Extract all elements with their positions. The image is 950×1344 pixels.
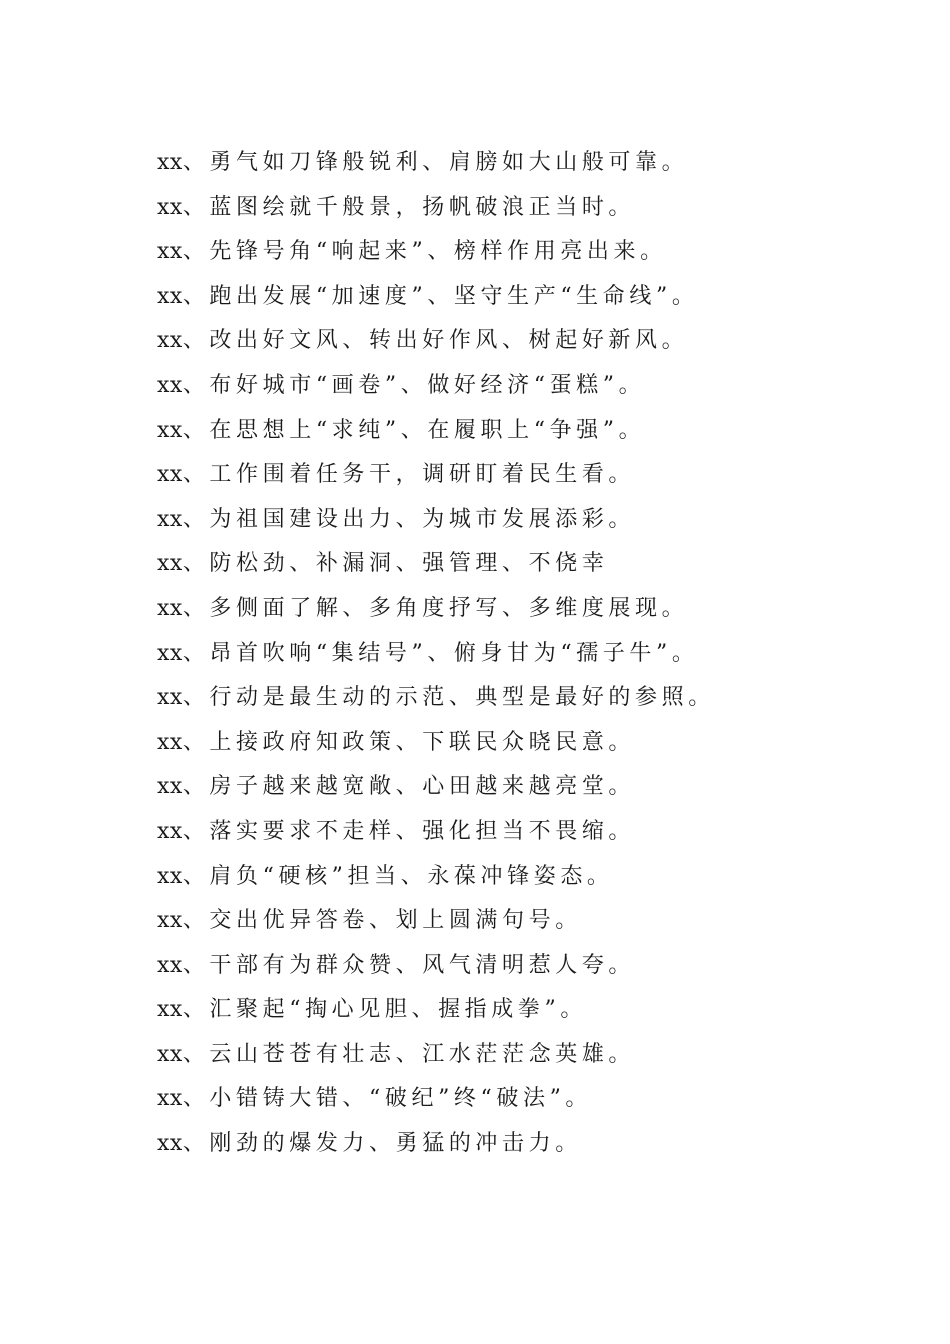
list-item (157, 364, 917, 409)
list-item (157, 275, 917, 320)
item-text: 、落实要求不走样、强化担当不畏缩。 (182, 818, 636, 844)
list-item (157, 765, 917, 810)
item-text: 、工作围着任务干，调研盯着民生看。 (182, 462, 636, 488)
item-prefix: xx (157, 1041, 183, 1067)
list-item (157, 899, 917, 944)
item-prefix: xx (157, 997, 183, 1023)
item-text: 、交出优异答卷、划上圆满句号。 (182, 908, 582, 934)
item-text: 、云山苍苍有壮志、江水茫茫念英雄。 (182, 1041, 636, 1067)
item-prefix: xx (157, 417, 183, 443)
item-text: 、多侧面了解、多角度抒写、多维度展现。 (182, 595, 689, 621)
item-prefix: xx (157, 328, 183, 354)
item-prefix: xx (157, 239, 183, 265)
item-prefix: xx (157, 1086, 183, 1112)
item-prefix: xx (157, 283, 183, 309)
list-item (157, 498, 917, 543)
item-text: 、为祖国建设出力、为城市发展添彩。 (182, 506, 636, 532)
list-item (157, 542, 917, 587)
item-text: 、上接政府知政策、下联民众晓民意。 (182, 729, 636, 755)
item-prefix: xx (157, 1131, 183, 1157)
item-prefix: xx (157, 908, 183, 934)
list-item (157, 810, 917, 855)
item-text: 、跑出发展“加速度”、坚守生产“生命线”。 (182, 283, 699, 309)
item-text: 、昂首吹响“集结号”、俯身甘为“孺子牛”。 (182, 640, 699, 666)
list-item (157, 944, 917, 989)
list-item (157, 988, 917, 1033)
item-text: 、先锋号角“响起来”、榜样作用亮出来。 (182, 239, 667, 265)
item-prefix: xx (157, 506, 183, 532)
item-text: 、干部有为群众赞、风气清明惹人夸。 (182, 952, 636, 978)
list-item (157, 230, 917, 275)
list-item (157, 453, 917, 498)
item-text: 、勇气如刀锋般锐利、肩膀如大山般可靠。 (182, 150, 689, 175)
item-prefix: xx (157, 640, 183, 666)
list-item (157, 855, 917, 900)
item-text: 、改出好文风、转出好作风、树起好新风。 (182, 328, 689, 354)
item-prefix: xx (157, 774, 183, 800)
item-text: 、汇聚起“掏心见胆、握指成拳”。 (182, 997, 587, 1023)
item-prefix: xx (157, 551, 183, 577)
item-prefix: xx (157, 372, 183, 398)
list-item (157, 1122, 917, 1167)
list-item (157, 1077, 917, 1122)
item-prefix: xx (157, 595, 183, 621)
list-item (157, 632, 917, 677)
item-prefix: xx (157, 863, 183, 889)
phrase-list (157, 141, 917, 1167)
item-text: 、刚劲的爆发力、勇猛的冲击力。 (182, 1131, 582, 1157)
item-prefix: xx (157, 729, 183, 755)
item-text: 、小错铸大错、“破纪”终“破法”。 (182, 1086, 593, 1112)
item-prefix: xx (157, 150, 183, 175)
list-item (157, 676, 917, 721)
item-text: 、蓝图绘就千般景，扬帆破浪正当时。 (182, 194, 636, 220)
list-item (157, 721, 917, 766)
item-prefix: xx (157, 462, 183, 488)
item-text: 、肩负“硬核”担当、永葆冲锋姿态。 (182, 863, 614, 889)
list-item (157, 587, 917, 632)
item-text: 、布好城市“画卷”、做好经济“蛋糕”。 (182, 372, 646, 398)
item-text: 、行动是最生动的示范、典型是最好的参照。 (182, 685, 715, 711)
list-item (157, 409, 917, 454)
item-prefix: xx (157, 952, 183, 978)
item-prefix: xx (157, 194, 183, 220)
item-prefix: xx (157, 818, 183, 844)
item-text: 、在思想上“求纯”、在履职上“争强”。 (182, 417, 646, 443)
list-item (157, 141, 917, 186)
item-prefix: xx (157, 685, 183, 711)
item-text: 、防松劲、补漏洞、强管理、不侥幸 (182, 551, 609, 577)
list-item (157, 186, 917, 231)
list-item (157, 319, 917, 364)
item-text: 、房子越来越宽敞、心田越来越亮堂。 (182, 774, 636, 800)
list-item (157, 1033, 917, 1078)
